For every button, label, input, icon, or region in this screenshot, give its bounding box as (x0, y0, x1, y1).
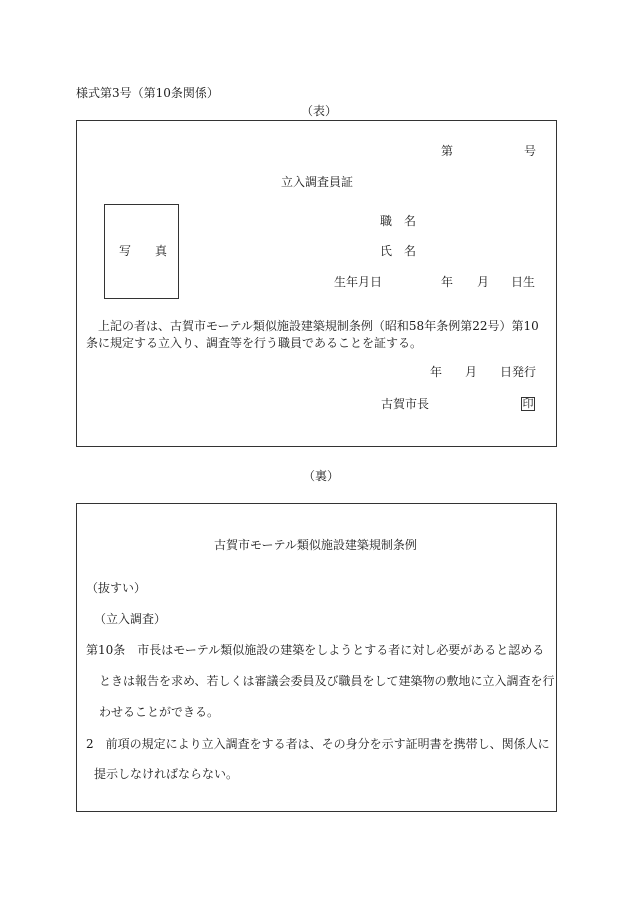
ordinance-title: 古賀市モーテル類似施設建築規制条例 (214, 538, 417, 552)
front-heading: （表） (301, 104, 338, 118)
excerpt-label: （抜すい） (86, 581, 147, 595)
birth-month: 月 (477, 275, 490, 289)
photo-label: 写 真 (119, 244, 168, 258)
number-suffix: 号 (524, 144, 537, 158)
issue-year: 年 (430, 365, 443, 379)
seal-stamp: 印 (522, 397, 534, 410)
back-heading: （裏） (303, 469, 340, 483)
article-10-line-1: 第10条 市長はモーテル類似施設の建築をしようとする者に対し必要があると認める (86, 643, 545, 657)
job-title-label: 職 名 (380, 214, 417, 228)
birth-day: 日生 (511, 275, 536, 289)
certification-statement: 上記の者は、古賀市モーテル類似施設建築規制条例（昭和58年条例第22号）第10条に規定する立入り、調査等を行う職員であることを証する。 (86, 319, 539, 350)
article-10-line-2: ときは報告を求め、若しくは審議会委員及び職員をして建築物の敷地に立入調査を行 (99, 674, 555, 688)
card-title: 立入調査員証 (281, 175, 354, 189)
issue-month: 月 (465, 365, 478, 379)
paragraph-2-line-2: 提示しなければならない。 (94, 767, 239, 781)
section-caption: （立入調査） (94, 612, 167, 626)
issue-day: 日発行 (500, 365, 537, 379)
issuer: 古賀市長 (381, 397, 430, 411)
name-label: 氏 名 (380, 244, 417, 258)
photo-box (104, 204, 179, 299)
number-prefix: 第 (441, 144, 454, 158)
birth-label: 生年月日 (334, 275, 383, 289)
form-label: 様式第3号（第10条関係） (76, 86, 219, 100)
paragraph-2-line-1: 2 前項の規定により立入調査をする者は、その身分を示す証明書を携帯し、関係人に (86, 737, 550, 751)
birth-year: 年 (441, 275, 454, 289)
article-10-line-3: わせることができる。 (99, 705, 220, 719)
